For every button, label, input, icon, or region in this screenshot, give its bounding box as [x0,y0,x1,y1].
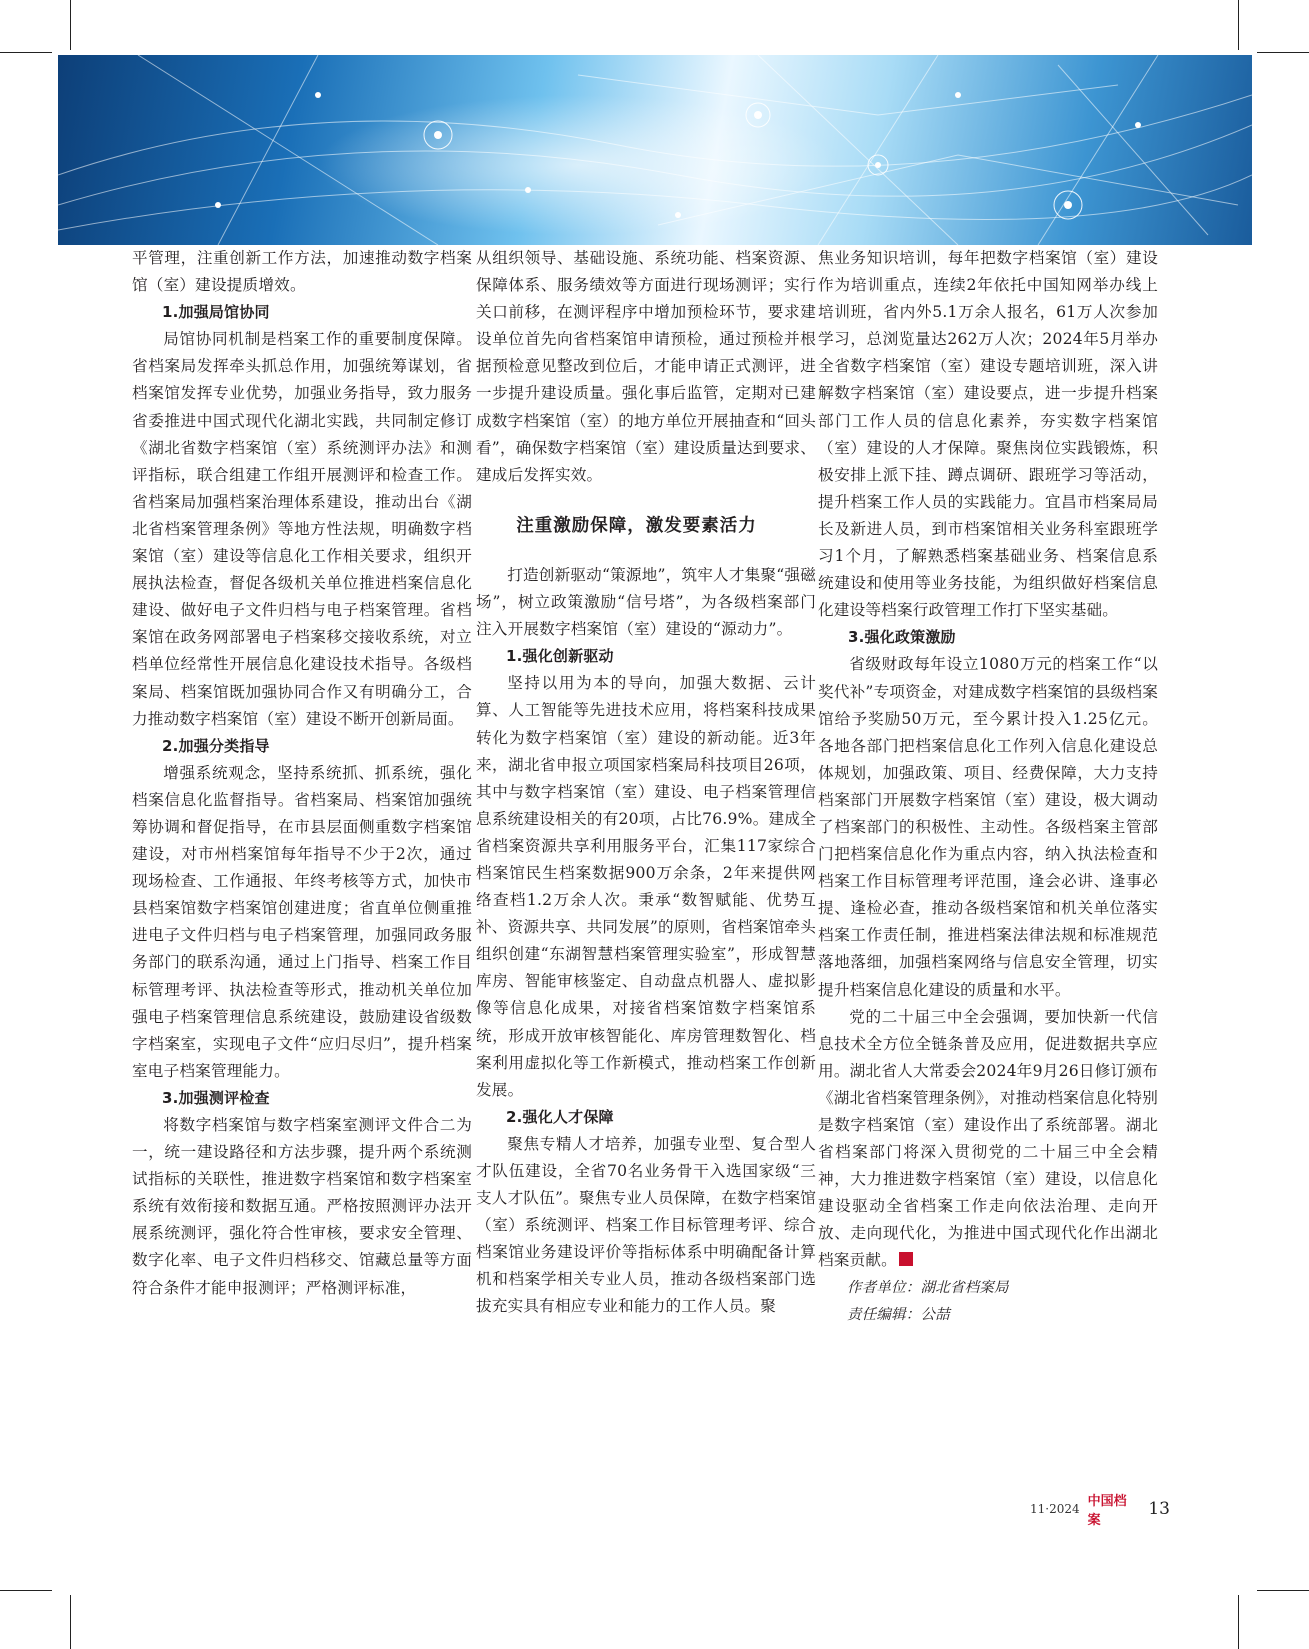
author-affiliation: 作者单位：湖北省档案局 [847,1279,1009,1296]
end-mark-icon [899,1252,913,1266]
paragraph: 省级财政每年设立1080万元的档案工作“以奖代补”专项资金，对建成数字档案馆的县级档案馆给予奖励50万元，至今累计投入1.25亿元。各地各部门把档案信息化工作列入信息化建设总体规划，加强政策、项目、经费保障，大力支持档案部门开展数字档案馆（室）建设，极大调动了档案部门的积极性、主动性。各级档案主管部门把档案信息化作为重点内容，纳入执法检查和档案工作目标管理考评范围，逢会必讲、逢事必提、逢检必查，推动各级档案馆和机关单位落实档案工作责任制，推进档案法律法规和标准规范落地落细，加强档案网络与信息安全管理，切实提升档案信息化建设的质量和水平。 [818,655,1158,999]
issue-number: 11·2024 [1030,1502,1080,1516]
paragraph-text: 党的二十届三中全会强调，要加快新一代信息技术全方位全链条普及应用，促进数据共享应用。湖北省人大常委会2024年9月26日修订颁布《湖北省档案管理条例》，对推动档案信息化特别是数字档案馆（室）建设作出了系统部署。湖北省档案部门将深入贯彻党的二十届三中全会精神，大力推进数字档案馆（室）建设，以信息化建设驱动全省档案工作走向依法治理、走向开放、走向现代化，为推进中国式现代化作出湖北档案贡献。 [818,1007,1158,1270]
subheading: 2.加强分类指导 [162,736,270,755]
crop-mark [70,0,71,50]
paragraph: 坚持以用为本的导向，加强大数据、云计算、人工智能等先进技术应用，将档案科技成果转化为数字档案馆（室）建设的新动能。近3年来，湖北省申报立项国家档案局科技项目26项，其中与数字档案馆（室）建设、电子档案管理信息系统建设相关的有20项，占比76.9%。建成全省档案资源共享利用服务平台，汇集117家综合档案馆民生档案数据900万余条，2年来提供网络查档1.2万余人次。秉承“数智赋能、优势互补、资源共享、共同发展”的原则，省档案馆牵头组织创建“东湖智慧档案管理实验室”，形成智慧库房、智能审核鉴定、自动盘点机器人、虚拟影像等信息化成果，对接省档案馆数字档案馆系统，形成开放审核智能化、库房管理数智化、档案利用虚拟化等工作新模式，推动档案工作创新发展。 [476,674,816,1099]
crop-mark [1238,0,1239,50]
paragraph: 聚焦专精人才培养，加强专业型、复合型人才队伍建设，全省70名业务骨干入选国家级“三支人才队伍”。聚焦专业人员保障，在数字档案馆（室）系统测评、档案工作目标管理考评、综合档案馆业务建设评价等指标体系中明确配备计算机和档案学相关专业人员，推动各级档案部门选拔充实具有相应专业和能力的工作人员。聚 [476,1134,816,1316]
subheading: 3.加强测评检查 [162,1088,270,1107]
magazine-name: 中国档案 [1087,1494,1127,1528]
text-column-1 [132,245,472,1302]
crop-mark [0,1590,52,1591]
subheading: 1.加强局馆协同 [162,303,270,322]
crop-mark [1257,52,1309,53]
paragraph: 平管理，注重创新工作方法，加速推动数字档案馆（室）建设提质增效。 [132,249,472,295]
crop-mark [1238,1595,1239,1649]
subheading: 1.强化创新驱动 [506,647,614,666]
paragraph: 焦业务知识培训，每年把数字档案馆（室）建设作为培训重点，连续2年依托中国知网举办线上培训班，省内外5.1万余人报名，61万人次参加学习，总浏览量达262万人次；2024年5月举办全省数字档案馆（室）建设专题培训班，深入讲解数字档案馆（室）建设要点，进一步提升档案部门工作人员的信息化素养，夯实数字档案馆（室）建设的人才保障。聚焦岗位实践锻炼，积极安排上派下挂、蹲点调研、跟班学习等活动，提升档案工作人员的实践能力。宜昌市档案局局长及新进人员，到市档案馆相关业务科室跟班学习1个月，了解熟悉档案基础业务、档案信息系统建设和使用等业务技能，为组织做好档案信息化建设等档案行政管理工作打下坚实基础。 [818,249,1158,620]
crop-mark [1257,1590,1309,1591]
subheading: 3.强化政策激励 [848,628,956,647]
paragraph: 局馆协同机制是档案工作的重要制度保障。省档案局发挥牵头抓总作用，加强统筹谋划，省档案馆发挥专业优势，加强业务指导，致力服务省委推进中国式现代化湖北实践，共同制定修订《湖北省数字档案馆（室）系统测评办法》和测评指标，联合组建工作组开展测评和检查工作。省档案局加强档案治理体系建设，推动出台《湖北省档案管理条例》等地方性法规，明确数字档案馆（室）建设等信息化工作相关要求，组织开展执法检查，督促各级机关单位推进档案信息化建设、做好电子文件归档与电子档案管理。省档案馆在政务网部署电子档案移交接收系统，对立档单位经常性开展信息化建设技术指导。各级档案局、档案馆既加强协同合作又有明确分工，合力推动数字档案馆（室）建设不断开创新局面。 [132,330,472,728]
paragraph: 打造创新驱动“策源地”，筑牢人才集聚“强磁场”，树立政策激励“信号塔”，为各级档案部门注入开展数字档案馆（室）建设的“源动力”。 [476,565,816,639]
header-banner-image [58,55,1252,245]
subheading: 2.强化人才保障 [506,1107,614,1126]
page-footer [1030,1494,1170,1528]
paragraph: 将数字档案馆与数字档案室测评文件合二为一，统一建设路径和方法步骤，提升两个系统测试指标的关联性，推进数字档案馆和数字档案室系统有效衔接和数据互通。严格按照测评办法开展系统测评，强化符合性审核，要求安全管理、数字化率、电子文件归档移交、馆藏总量等方面符合条件才能申报测评；严格测评标准， [132,1116,472,1297]
text-column-2 [476,245,816,1321]
network-graphic [58,55,1252,245]
text-column-3 [818,245,1158,1329]
closing-paragraph [818,1004,1158,1275]
crop-mark [70,1595,71,1649]
paragraph: 增强系统观念，坚持系统抓、抓系统，强化档案信息化监督指导。省档案局、档案馆加强统筹协调和督促指导，在市县层面侧重数字档案馆建设，对市州档案馆每年指导不少于2次，通过现场检查、工作通报、年终考核等方式，加快市县档案馆数字档案馆创建进度；省直单位侧重推进电子文件归档与电子档案管理，加强同政务服务部门的联系沟通，通过上门指导、档案工作目标管理考评、执法检查等形式，推动机关单位加强电子档案管理信息系统建设，鼓励建设省级数字档案室，实现电子文件“应归尽归”，提升档案室电子档案管理能力。 [132,763,472,1080]
page-number: 13 [1148,1499,1170,1519]
crop-mark [0,52,52,53]
paragraph: 从组织领导、基础设施、系统功能、档案资源、保障体系、服务绩效等方面进行现场测评；实行关口前移，在测评程序中增加预检环节，要求建设单位首先向省档案馆申请预检，通过预检并根据预检意见整改到位后，才能申请正式测评，进一步提升建设质量。强化事后监管，定期对已建成数字档案馆（室）的地方单位开展抽查和“回头看”，确保数字档案馆（室）建设质量达到要求、建成后发挥实效。 [476,249,816,484]
section-heading: 注重激励保障，激发要素活力 [516,515,757,536]
responsible-editor: 责任编辑：公喆 [847,1306,950,1323]
